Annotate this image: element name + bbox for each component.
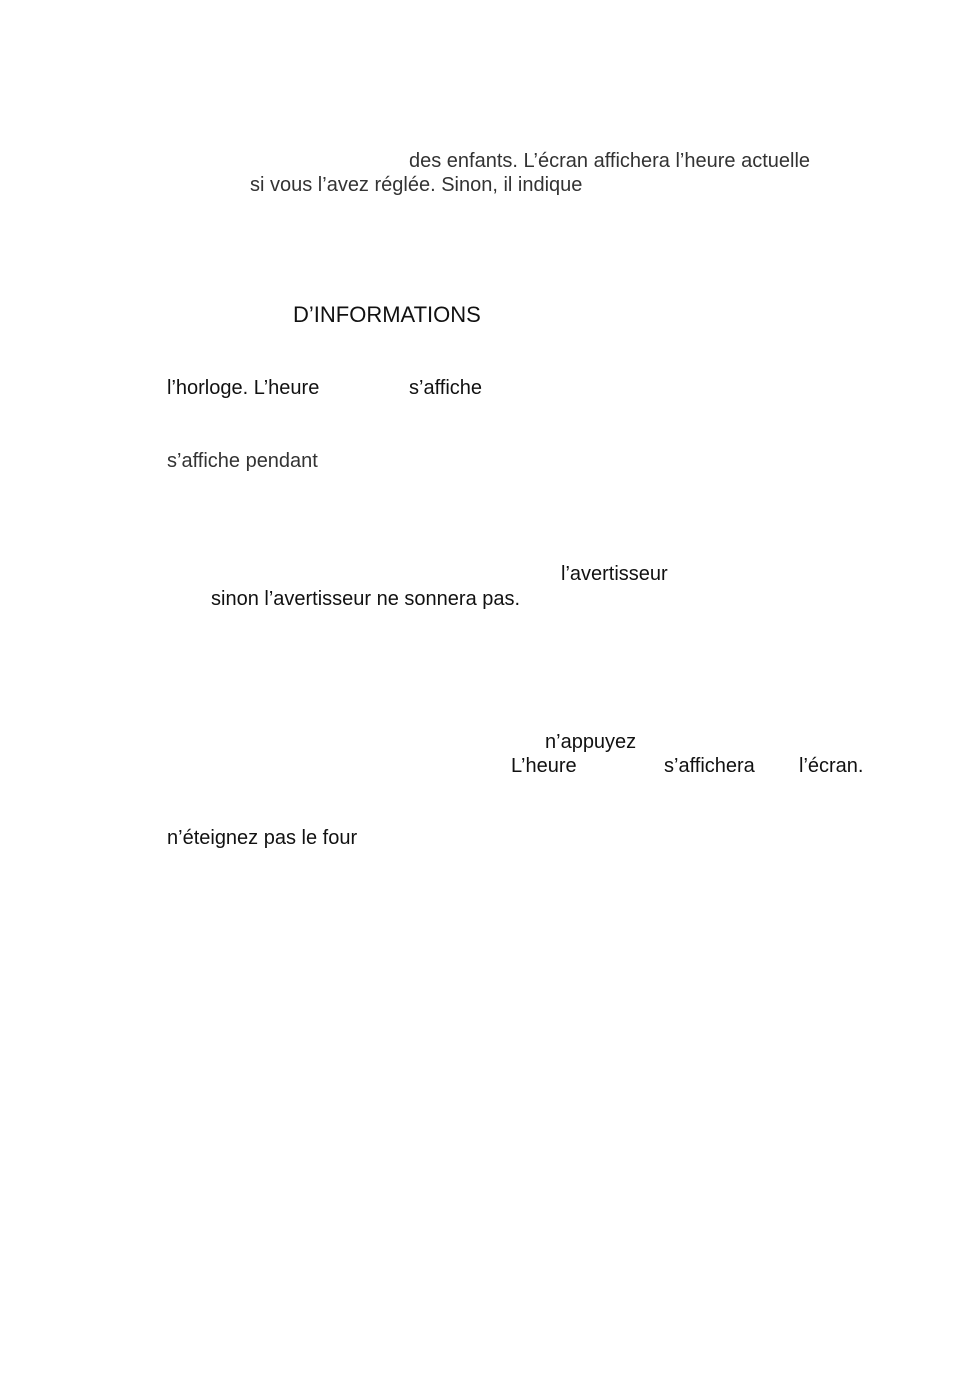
- section-heading-informations: D’INFORMATIONS: [293, 302, 481, 327]
- text-fragment-si-vous-reglee: si vous l’avez réglée. Sinon, il indique: [250, 174, 583, 196]
- text-fragment-s-affichera: s’affichera: [664, 755, 755, 777]
- text-fragment-ecran-heure-actuelle: des enfants. L’écran affichera l’heure actuelle: [409, 150, 811, 172]
- text-fragment-l-ecran: l’écran.: [799, 755, 864, 777]
- text-fragment-n-eteignez-pas-le-four: n’éteignez pas le four: [167, 827, 358, 849]
- text-fragment-n-appuyez: n’appuyez: [545, 731, 637, 753]
- text-fragment-horloge-heure: l’horloge. L’heure: [167, 377, 320, 399]
- text-fragment-s-affiche-pendant: s’affiche pendant: [167, 450, 318, 472]
- text-fragment-l-heure: L’heure: [511, 755, 577, 777]
- text-fragment-s-affiche: s’affiche: [409, 377, 483, 399]
- text-fragment-avertisseur-ne-sonnera-pas: sinon l’avertisseur ne sonnera pas.: [211, 588, 521, 610]
- text-fragment-avertisseur: l’avertisseur: [561, 563, 668, 585]
